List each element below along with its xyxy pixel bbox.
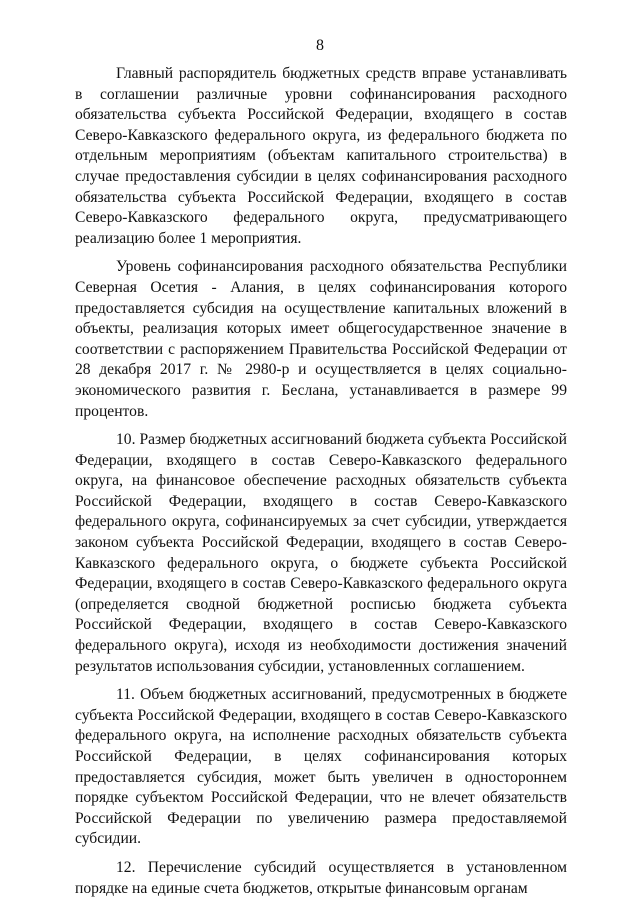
paragraph-item-10: 10. Размер бюджетных ассигнований бюджета субъекта Российской Федерации, входящего в состав Северо-Кавказского федерального округа, на финансовое обеспечение расходных обязательств субъекта Российской Федерации, входящего в состав Северо-Кавказского федерального округа, софинансируемых за счет субсидии, утверждается законом субъекта Российской Федерации, входящего в состав Северо-Кавказского федерального округа, о бюджете субъекта Российской Федерации, входящего в состав Северо-Кавказского федерального округа (определяется сводной бюджетной росписью бюджета субъекта Российской Федерации, входящего в состав Северо-Кавказского федерального округа), исходя из необходимости достижения значений результатов использования субсидии, установленных соглашением.	[75, 431, 567, 675]
document-body	[75, 64, 567, 907]
page-number: 8	[316, 37, 324, 54]
paragraph-item-12: 12. Перечисление субсидий осуществляется в установленном порядке на единые счета бюджетов, открытые финансовым органам	[75, 858, 567, 897]
paragraph-cofinancing-levels: Главный распорядитель бюджетных средств вправе устанавливать в соглашении различные уровни софинансирования расходного обязательства субъекта Российской Федерации, входящего в состав Северо-Кавказского федерального округа, из федерального бюджета по отдельным мероприятиям (объектам капитального строительства) в случае предоставления субсидии в целях софинансирования расходного обязательства субъекта Российской Федерации, входящего в состав Северо-Кавказского федерального округа, предусматривающего реализацию более 1 мероприятия.	[75, 65, 567, 247]
paragraph-north-ossetia-level: Уровень софинансирования расходного обязательства Республики Северная Осетия - Алания, в целях софинансирования которого предоставляется субсидия на осуществление капитальных вложений в объекты, реализация которых имеет общегосударственное значение в соответствии с распоряжением Правительства Российской Федерации от 28 декабря 2017 г. № 2980-р и осуществляется в целях социально-экономического развития г. Беслана, устанавливается в размере 99 процентов.	[75, 258, 567, 420]
paragraph-item-11: 11. Объем бюджетных ассигнований, предусмотренных в бюджете субъекта Российской Федерации, входящего в состав Северо-Кавказского федерального округа, на исполнение расходных обязательств субъекта Российской Федерации, в целях софинансирования которых предоставляется субсидия, может быть увеличен в одностороннем порядке субъектом Российской Федерации, что не влечет обязательств Российской Федерации по увеличению размера предоставляемой субсидии.	[75, 686, 567, 848]
